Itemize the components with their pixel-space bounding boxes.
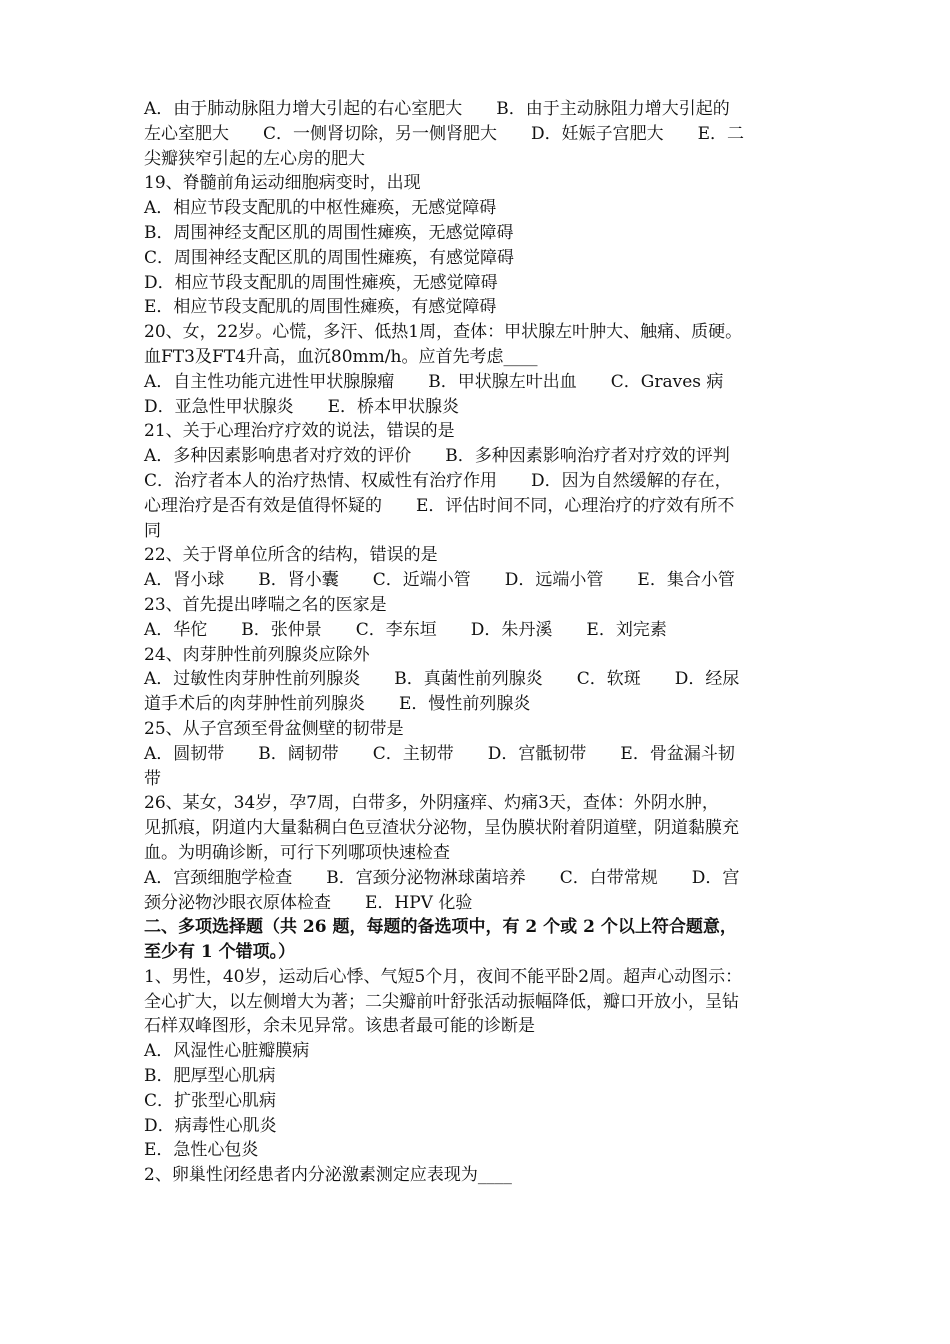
question-stem: 21、关于心理治疗疗效的说法，错误的是: [144, 421, 455, 442]
question-stem: 石样双峰图形，余未见异常。该患者最可能的诊断是: [144, 1016, 535, 1037]
question-stem: 23、首先提出哮喘之名的医家是: [144, 594, 387, 615]
section-heading: 二、多项选择题（共 26 题，每题的备选项中，有 2 个或 2 个以上符合题意，: [144, 917, 737, 938]
question-stem: 见抓痕，阴道内大量黏稠白色豆渣状分泌物，呈伪膜状附着阴道壁，阴道黏膜充: [144, 818, 739, 839]
question-stem: 22、关于肾单位所含的结构，错误的是: [144, 545, 438, 566]
question-stem: 20、女，22岁。心慌，多汗、低热1周，查体：甲状腺左叶肿大、触痛、质硬。: [144, 322, 743, 343]
question-stem: 血FT3及FT4升高，血沉80mm/h。应首先考虑____: [144, 346, 538, 367]
question-stem: 24、肉芽肿性前列腺炎应除外: [144, 644, 370, 665]
question-stem: 全心扩大，以左侧增大为著；二尖瓣前叶舒张活动振幅降低，瓣口开放小，呈钻: [144, 991, 739, 1012]
option-line: E．急性心包炎: [144, 1140, 259, 1161]
option-line: C．周围神经支配区肌的周围性瘫痪，有感觉障碍: [144, 247, 515, 268]
option-line: A．自主性功能亢进性甲状腺腺瘤 B．甲状腺左叶出血 C．Graves 病: [144, 371, 724, 392]
question-stem: 2、卵巢性闭经患者内分泌激素测定应表现为____: [144, 1165, 512, 1186]
question-stem: 19、脊髓前角运动细胞病变时，出现: [144, 173, 421, 194]
option-line: 道手术后的肉芽肿性前列腺炎 E．慢性前列腺炎: [144, 694, 531, 715]
option-line: B．周围神经支配区肌的周围性瘫痪，无感觉障碍: [144, 222, 514, 243]
section-heading: 至少有 1 个错项。）: [144, 942, 296, 963]
option-line: A．风湿性心脏瓣膜病: [144, 1041, 310, 1062]
option-line: E．相应节段支配肌的周围性瘫痪，有感觉障碍: [144, 297, 497, 318]
option-line: 颈分泌物沙眼衣原体检查 E．HPV 化验: [144, 892, 473, 913]
option-line: D．相应节段支配肌的周围性瘫痪，无感觉障碍: [144, 272, 498, 293]
option-line: A．华佗 B．张仲景 C．李东垣 D．朱丹溪 E．刘完素: [144, 619, 667, 640]
option-line: A．肾小球 B．肾小囊 C．近端小管 D．远端小管 E．集合小管: [144, 570, 735, 591]
text-line: 尖瓣狭窄引起的左心房的肥大: [144, 148, 365, 169]
option-line: A．圆韧带 B．阔韧带 C．主韧带 D．宫骶韧带 E．骨盆漏斗韧: [144, 743, 735, 764]
option-line: D．亚急性甲状腺炎 E．桥本甲状腺炎: [144, 396, 460, 417]
question-stem: 1、男性，40岁，运动后心悸、气短5个月，夜间不能平卧2周。超声心动图示：: [144, 966, 743, 987]
option-line: D．病毒性心肌炎: [144, 1115, 277, 1136]
option-line: 心理治疗是否有效是值得怀疑的 E．评估时间不同，心理治疗的疗效有所不: [144, 495, 735, 516]
document-page: [144, 97, 809, 1188]
option-line: A．宫颈细胞学检查 B．宫颈分泌物淋球菌培养 C．白带常规 D．宫: [144, 867, 740, 888]
option-line: A．多种因素影响患者对疗效的评价 B．多种因素影响治疗者对疗效的评判: [144, 446, 730, 467]
question-stem: 25、从子宫颈至骨盆侧壁的韧带是: [144, 718, 404, 739]
option-line: C．治疗者本人的治疗热情、权威性有治疗作用 D．因为自然缓解的存在，: [144, 470, 732, 491]
option-line: 带: [144, 768, 161, 789]
question-stem: 26、某女，34岁，孕7周，白带多，外阴瘙痒、灼痛3天，查体：外阴水肿，: [144, 793, 719, 814]
option-line: 同: [144, 520, 161, 541]
text-line: 左心室肥大 C．一侧肾切除，另一侧肾肥大 D．妊娠子宫肥大 E．二: [144, 123, 745, 144]
option-line: A．相应节段支配肌的中枢性瘫痪，无感觉障碍: [144, 198, 497, 219]
option-line: C．扩张型心肌病: [144, 1090, 277, 1111]
option-line: B．肥厚型心肌病: [144, 1066, 276, 1087]
text-line: A．由于肺动脉阻力增大引起的右心室肥大 B．由于主动脉阻力增大引起的: [144, 99, 730, 119]
option-line: A．过敏性肉芽肿性前列腺炎 B．真菌性前列腺炎 C．软斑 D．经尿: [144, 669, 740, 690]
question-stem: 血。为明确诊断，可行下列哪项快速检查: [144, 842, 450, 863]
